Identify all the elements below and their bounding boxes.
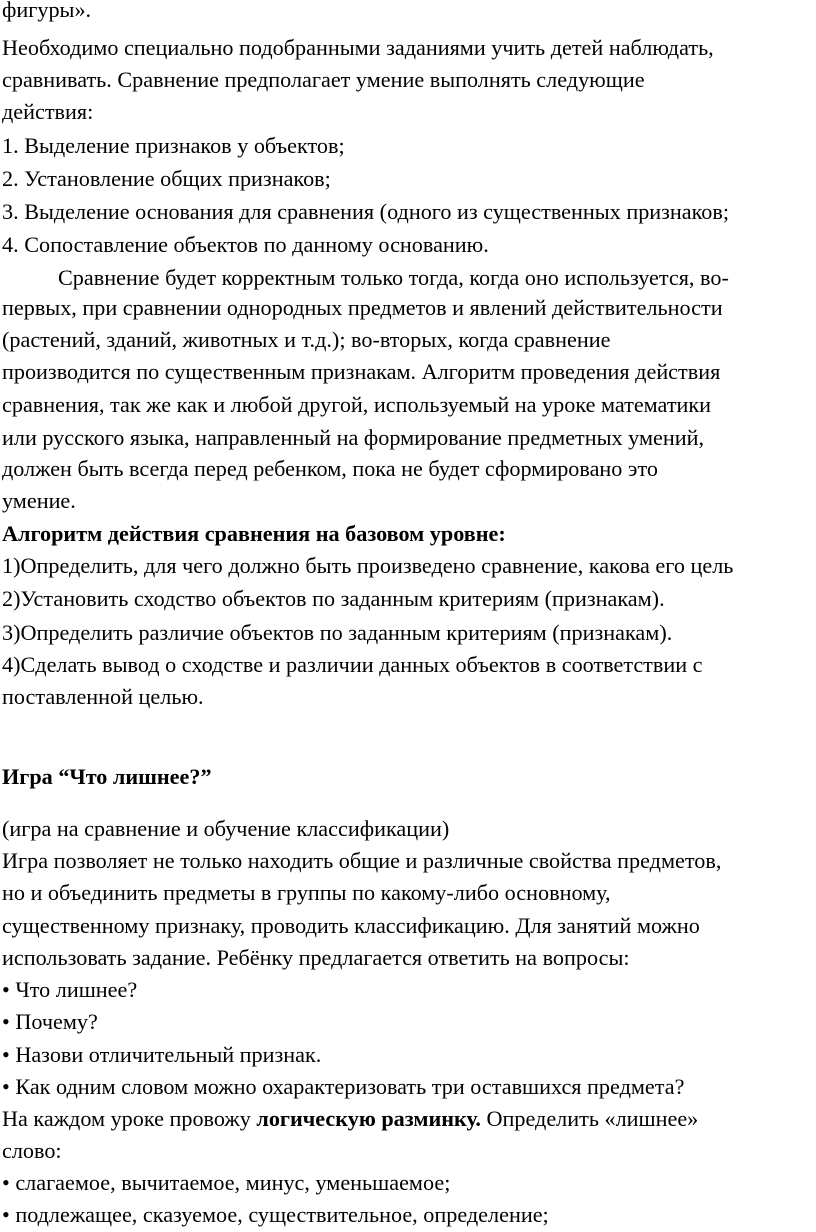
text-line: поставленной целью. — [2, 684, 204, 709]
text-line: или русского языка, направленный на формирование предметных умений, — [2, 425, 705, 450]
list-item: 3. Выделение основания для сравнения (одного из существенных признаков; — [2, 199, 730, 224]
text-line: существенному признаку, проводить классификацию. Для занятий можно — [2, 913, 700, 938]
text-line: слово: — [2, 1138, 62, 1163]
game-subtitle: (игра на сравнение и обучение классификации) — [2, 816, 450, 841]
text-line: действия: — [2, 99, 94, 124]
game-title: Игра “Что лишнее?” — [2, 764, 212, 789]
text-line: умение. — [2, 488, 76, 513]
bold-text-run: логическую разминку. — [256, 1106, 481, 1131]
text-run: Определить «лишнее» — [480, 1106, 699, 1131]
bullet-item: • Как одним словом можно охарактеризовать три оставшихся предмета? — [2, 1074, 685, 1099]
text-line: сравнивать. Сравнение предполагает умение выполнять следующие — [2, 67, 645, 92]
list-item: 3)Определить различие объектов по заданным критериям (признакам). — [2, 620, 673, 645]
text-line: Игра позволяет не только находить общие и различные свойства предметов, — [2, 848, 722, 873]
text-line: производится по существенным признакам. Алгоритм проведения действия — [2, 359, 721, 384]
list-item: 4)Сделать вывод о сходстве и различии данных объектов в соответствии с — [2, 652, 703, 677]
section-heading: Алгоритм действия сравнения на базовом уровне: — [2, 521, 506, 546]
paragraph-start: Сравнение будет корректным только тогда, когда оно используется, во- — [58, 265, 729, 290]
bullet-item: • подлежащее, сказуемое, существительное, определение; — [2, 1202, 549, 1227]
bullet-item: • Почему? — [2, 1009, 98, 1034]
list-item: 1. Выделение признаков у объектов; — [2, 133, 345, 158]
text-line: фигуры». — [2, 0, 92, 22]
text-line: должен быть всегда перед ребенком, пока не будет сформировано это — [2, 456, 658, 481]
list-item: 2. Установление общих признаков; — [2, 166, 331, 191]
text-line: сравнения, так же как и любой другой, используемый на уроке математики — [2, 392, 712, 417]
mixed-text-line — [2, 1103, 698, 1135]
text-run: На каждом уроке провожу — [2, 1106, 257, 1131]
bullet-item: • слагаемое, вычитаемое, минус, уменьшаемое; — [2, 1170, 451, 1195]
list-item: 4. Сопоставление объектов по данному основанию. — [2, 232, 489, 257]
text-line: использовать задание. Ребёнку предлагается ответить на вопросы: — [2, 945, 630, 970]
text-line: первых, при сравнении однородных предметов и явлений действительности — [2, 295, 723, 320]
text-line: но и объединить предметы в группы по какому-либо основному, — [2, 880, 611, 905]
text-line: Необходимо специально подобранными заданиями учить детей наблюдать, — [2, 35, 714, 60]
text-line: (растений, зданий, животных и т.д.); во-вторых, когда сравнение — [2, 327, 611, 352]
bullet-item: • Что лишнее? — [2, 977, 138, 1002]
bullet-item: • Назови отличительный признак. — [2, 1042, 322, 1067]
list-item: 2)Установить сходство объектов по заданным критериям (признакам). — [2, 586, 665, 611]
list-item: 1)Определить, для чего должно быть произведено сравнение, какова его цель — [2, 553, 734, 578]
